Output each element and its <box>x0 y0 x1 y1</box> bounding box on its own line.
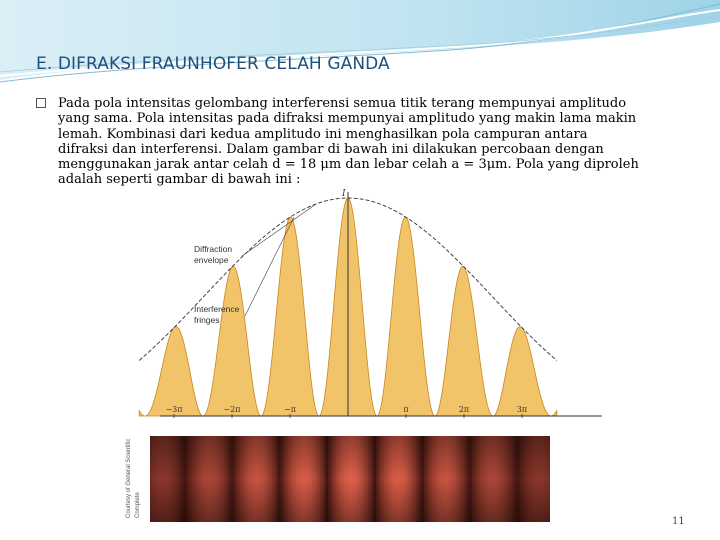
fringe-photo-shading <box>150 436 550 522</box>
slide-title: E. DIFRAKSI FRAUNHOFER CELAH GANDA <box>36 54 390 74</box>
page-number: 11 <box>672 516 685 527</box>
x-tick-label: −2π <box>223 405 241 414</box>
bullet-icon <box>36 98 46 108</box>
bullet-paragraph <box>36 96 676 188</box>
annotation-fringes-line: Interference <box>194 304 240 314</box>
double-slit-diffraction-figure <box>90 188 610 524</box>
x-tick-label: −π <box>284 405 296 414</box>
photo-credit <box>126 439 141 518</box>
photo-credit-line: Complete <box>135 492 141 518</box>
x-tick-label: −3π <box>165 405 183 414</box>
paragraph-line: menggunakan jarak antar celah d = 18 μm dan lebar celah a = 3μm. Pola yang diproleh <box>58 157 639 173</box>
x-tick-label: π <box>403 405 409 414</box>
y-axis-label: I <box>342 189 346 199</box>
fringe-photograph <box>150 436 550 522</box>
paragraph-line: lemah. Kombinasi dari kedua amplitudo ini menghasilkan pola campuran antara <box>58 126 588 142</box>
annotation-fringes-line: fringes <box>194 315 220 325</box>
header-wave-decoration <box>0 0 720 90</box>
annotation-envelope-leader <box>242 204 316 256</box>
x-tick-label: 2π <box>458 405 470 414</box>
paragraph-line: adalah seperti gambar di bawah ini : <box>58 172 301 188</box>
paragraph-line: difraksi dan interferensi. Dalam gambar di bawah ini dilakukan percobaan dengan <box>58 141 604 157</box>
photo-credit-line: Courtesy of General Scientific <box>126 438 132 518</box>
annotation-envelope-line: Diffraction <box>194 244 233 254</box>
paragraph-line: Pada pola intensitas gelombang interferensi semua titik terang mempunyai amplitudo <box>58 96 627 111</box>
annotation-envelope-line: envelope <box>194 255 229 265</box>
paragraph-line: yang sama. Pola intensitas pada difraksi mempunyai amplitudo yang makin lama makin <box>58 111 637 127</box>
x-tick-label: 3π <box>516 405 528 414</box>
